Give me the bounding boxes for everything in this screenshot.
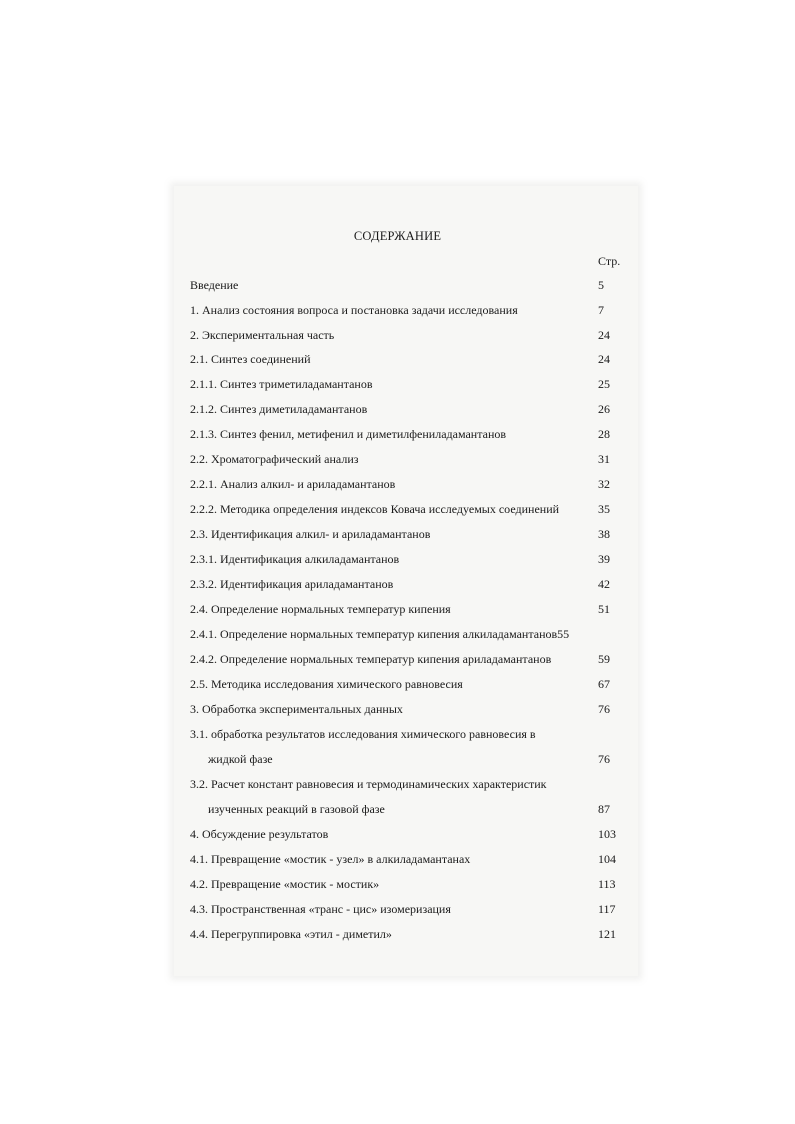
- toc-entry-text: 2.2.1. Анализ алкил- и арилaдамантанов: [190, 477, 396, 491]
- toc-entry-3-2-line1: [190, 774, 630, 794]
- toc-entry-3-1-line1: [190, 724, 630, 744]
- toc-entry-2-2-1: [190, 474, 630, 494]
- toc-entry-4-3: [190, 899, 630, 919]
- toc-entry-3-1-line2: [190, 749, 630, 769]
- toc-entry-text: 2.3.1. Идентификация алкиладамантанов: [190, 552, 400, 566]
- toc-entry-text: 3.1. обработка результатов исследования химического равновесия в: [190, 727, 536, 741]
- toc-entry-text: 2. Экспериментальная часть: [190, 328, 335, 342]
- toc-entry-page: 117: [598, 902, 616, 916]
- toc-entry-2-3-2: [190, 574, 630, 594]
- toc-entry-page: 35: [598, 502, 610, 516]
- toc-entry-intro: [190, 275, 630, 295]
- toc-entry-text: 2.1.2. Синтез диметиладамантанов: [190, 402, 368, 416]
- toc-entry-2-2-2: [190, 499, 630, 519]
- toc-entry-text: 2.3. Идентификация алкил- и ариладамантанов: [190, 527, 431, 541]
- toc-entry-2-4-2: [190, 649, 630, 669]
- toc-entry-2-3-1: [190, 549, 630, 569]
- toc-entry-page: 51: [598, 602, 610, 616]
- toc-entry-page: 104: [598, 852, 616, 866]
- toc-entry-text-inner: 2.4.1. Определение нормальных температур кипения алкиладамантанов: [190, 627, 558, 641]
- toc-entry-2-1-1: [190, 374, 630, 394]
- toc-entry-text: 2.1. Синтез соединений: [190, 352, 311, 366]
- toc-entry-page: 24: [598, 328, 610, 342]
- toc-entry-page: 25: [598, 377, 610, 391]
- toc-entry-page: 103: [598, 827, 616, 841]
- toc-entry-page: 76: [598, 702, 610, 716]
- toc-entry-page: 55: [557, 627, 570, 641]
- toc-entry-text: 1. Анализ состояния вопроса и постановка задачи исследования: [190, 303, 518, 317]
- toc-entry-page: 67: [598, 677, 610, 691]
- toc-entry-text: 2.2.2. Методика определения индексов Ковача исследуемых соединений: [190, 502, 560, 516]
- toc-entry-page: 24: [598, 352, 610, 366]
- toc-entry-4-2: [190, 874, 630, 894]
- toc-entry-text: жидкой фазе: [208, 752, 273, 766]
- toc-entry-3: [190, 699, 630, 719]
- toc-entry-text: 4.4. Перегруппировка «этил - диметил»: [190, 927, 392, 941]
- toc-title: СОДЕРЖАНИЕ: [353, 229, 442, 243]
- page-column-header: Стр.: [598, 254, 621, 268]
- toc-entry-page: 28: [598, 427, 610, 441]
- toc-entry-page: 39: [598, 552, 610, 566]
- toc-entry-page: 31: [598, 452, 610, 466]
- toc-entry-page: 76: [598, 752, 610, 766]
- toc-entry-page: 42: [598, 577, 610, 591]
- toc-entry-2-5: [190, 674, 630, 694]
- toc-entry-page: 32: [598, 477, 610, 491]
- toc-entry-page: 87: [598, 802, 610, 816]
- toc-entry-2-4-1: [190, 624, 630, 644]
- toc-entry-text: 4.2. Превращение «мостик - мостик»: [190, 877, 380, 891]
- toc-entry-text: Введение: [190, 278, 239, 292]
- toc-entry-text: 2.2. Хроматографический анализ: [190, 452, 359, 466]
- toc-entry-page: 5: [598, 278, 604, 292]
- toc-entry-4-1: [190, 849, 630, 869]
- toc-entry-4: [190, 824, 630, 844]
- toc-entry-text: 2.3.2. Идентификация ариладамантанов: [190, 577, 394, 591]
- toc-entry-text: 3. Обработка экспериментальных данных: [190, 702, 403, 716]
- toc-entry-text: 2.4.2. Определение нормальных температур кипения ариладамантанов: [190, 652, 552, 666]
- toc-entry-2-2: [190, 449, 630, 469]
- toc-entry-page: 26: [598, 402, 610, 416]
- toc-entry-text: изученных реакций в газовой фазе: [208, 802, 385, 816]
- toc-entry-text: 2.1.3. Синтез фенил, метифенил и диметилфениладамантанов: [190, 427, 507, 441]
- toc-entry-page: 121: [598, 927, 616, 941]
- toc-entry-1: [190, 300, 630, 320]
- toc-entry-page: 7: [598, 303, 604, 317]
- toc-entry-page: 113: [598, 877, 616, 891]
- toc-entry-text: 4.3. Пространственная «транс - цис» изомеризация: [190, 902, 451, 916]
- toc-entry-2: [190, 325, 630, 345]
- toc-entry-text: 2.4. Определение нормальных температур кипения: [190, 602, 451, 616]
- toc-entry-2-1: [190, 349, 630, 369]
- toc-entry-4-4: [190, 924, 630, 944]
- toc-entry-3-2-line2: [190, 799, 630, 819]
- toc-entry-2-4: [190, 599, 630, 619]
- toc-entry-text: 3.2. Расчет констант равновесия и термодинамических характеристик: [190, 777, 547, 791]
- toc-entry-text: 2.1.1. Синтез триметиладамантанов: [190, 377, 373, 391]
- toc-entry-text: 4. Обсуждение результатов: [190, 827, 329, 841]
- toc-entry-2-1-2: [190, 399, 630, 419]
- toc-entry-text: [190, 624, 569, 644]
- toc-entry-2-1-3: [190, 424, 630, 444]
- toc-entry-2-3: [190, 524, 630, 544]
- toc-entry-page: 59: [598, 652, 610, 666]
- toc-entry-page: 38: [598, 527, 610, 541]
- toc-entry-text: 2.5. Методика исследования химического равновесия: [190, 677, 463, 691]
- toc-entry-text: 4.1. Превращение «мостик - узел» в алкиладамантанах: [190, 852, 471, 866]
